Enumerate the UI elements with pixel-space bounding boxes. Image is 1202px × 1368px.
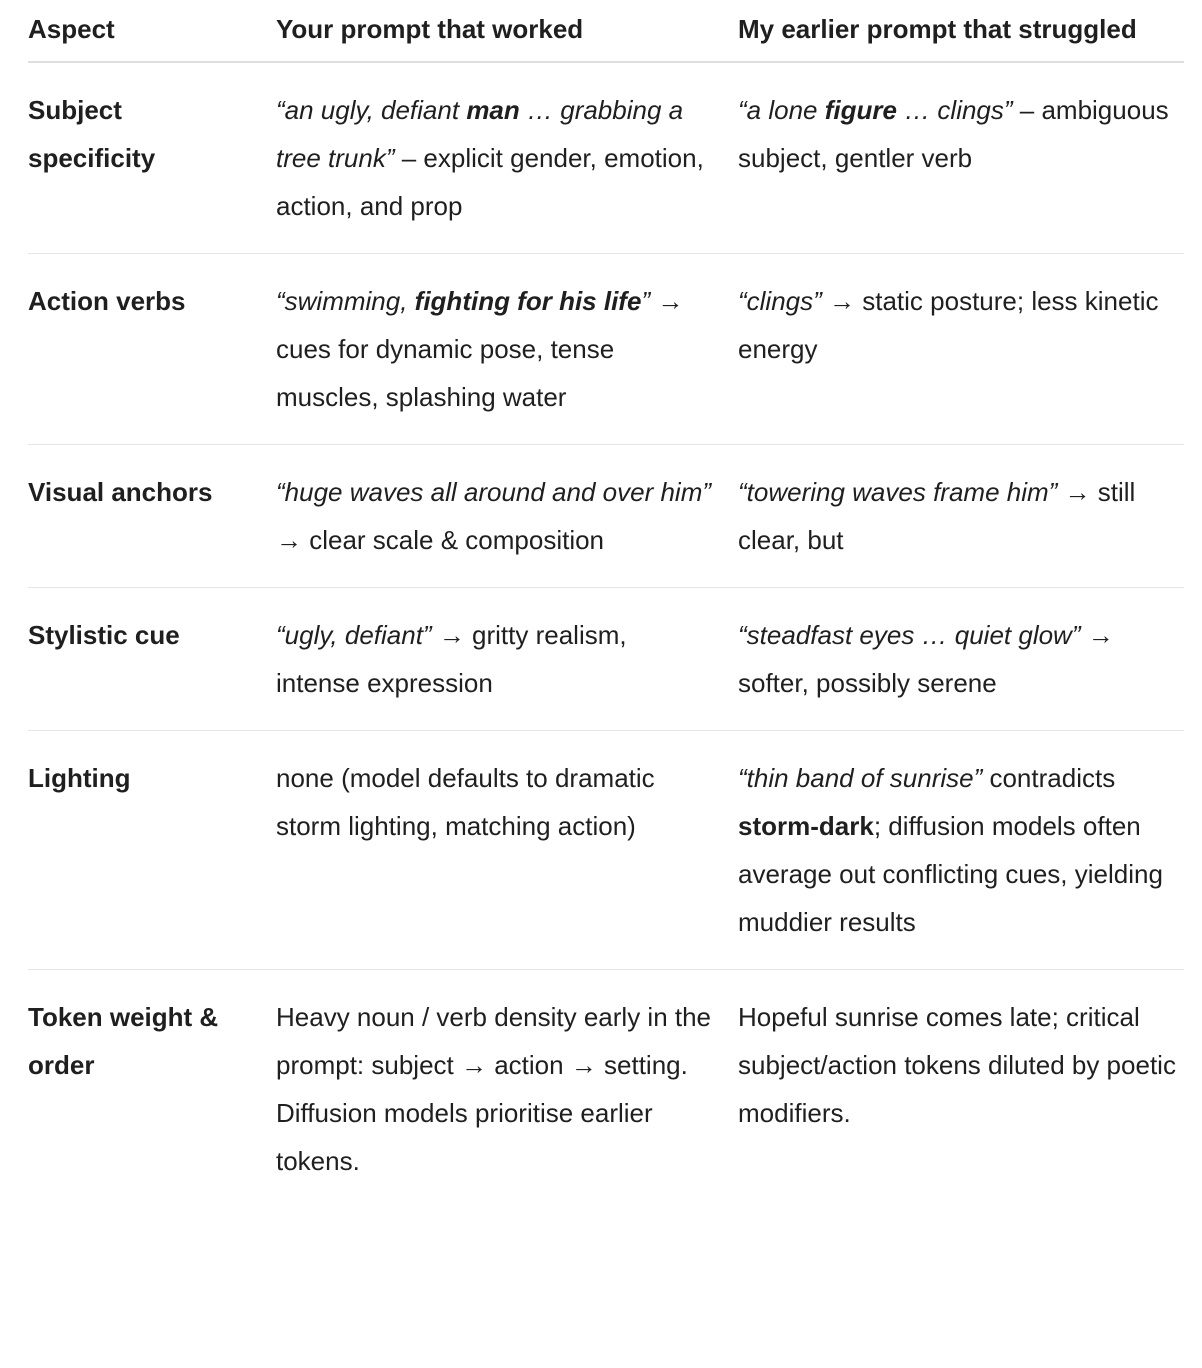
cell-text-run: … clings” (896, 95, 1013, 125)
aspect-cell: Token weight & order (28, 1002, 219, 1080)
cell-text-run: → cues for dynamic pose, tense muscles, splashing water (276, 286, 684, 412)
worked-cell (276, 63, 738, 253)
table-header-row (28, 0, 1184, 63)
header-struggled: My earlier prompt that struggled (738, 14, 1137, 44)
worked-cell (276, 254, 738, 444)
worked-cell (276, 588, 738, 730)
struggled-cell (738, 254, 1184, 444)
cell-text-run: → gritty realism, intense expression (276, 620, 627, 698)
worked-cell (276, 970, 738, 1208)
aspect-cell: Stylistic cue (28, 620, 180, 650)
cell-text-run: Heavy noun / verb density early in the prompt: subject → action → setting. Diffusion models prioritise earlier tokens. (276, 1002, 712, 1176)
cell-text-run: man (466, 95, 520, 125)
cell-text-run: “thin band of sunrise” (738, 763, 983, 793)
struggled-cell (738, 63, 1184, 253)
table-row (28, 445, 1184, 588)
cell-text-run: “steadfast eyes … quiet glow” (738, 620, 1081, 650)
aspect-cell: Subject specificity (28, 95, 156, 173)
aspect-cell: Lighting (28, 763, 131, 793)
table-body (28, 63, 1184, 1208)
table-row (28, 970, 1184, 1208)
struggled-cell (738, 588, 1184, 730)
cell-text-run: ; diffusion models often average out conflicting cues, yielding muddier results (738, 811, 1163, 937)
cell-text-run: “clings” (738, 286, 822, 316)
table-row (28, 731, 1184, 970)
cell-text-run: Hopeful sunrise comes late; critical subject/action tokens diluted by poetic modifiers. (738, 1002, 1176, 1128)
table-row (28, 588, 1184, 731)
cell-text-run: “ugly, defiant” (276, 620, 432, 650)
cell-text-run: figure (824, 95, 897, 125)
header-aspect: Aspect (28, 14, 115, 44)
header-worked: Your prompt that worked (276, 14, 584, 44)
cell-text-run: none (model defaults to dramatic storm lighting, matching action) (276, 763, 655, 841)
worked-cell (276, 445, 738, 587)
aspect-cell: Visual anchors (28, 477, 213, 507)
cell-text-run: storm-dark (738, 811, 874, 841)
cell-text-run: – explicit gender, emotion, action, and prop (276, 143, 704, 221)
struggled-cell (738, 445, 1184, 587)
cell-text-run: ” (641, 286, 651, 316)
cell-text-run: → clear scale & composition (276, 525, 605, 555)
cell-text-run: “an ugly, defiant (276, 95, 467, 125)
cell-text-run: fighting for his life (414, 286, 642, 316)
cell-text-run: “a lone (738, 95, 825, 125)
struggled-cell (738, 731, 1184, 969)
worked-cell (276, 731, 738, 969)
comparison-table (28, 0, 1184, 1208)
cell-text-run: → static posture; less kinetic energy (738, 286, 1159, 364)
cell-text-run: contradicts (982, 763, 1116, 793)
aspect-cell: Action verbs (28, 286, 186, 316)
cell-text-run: → softer, possibly serene (738, 620, 1114, 698)
cell-text-run: … grabbing a tree trunk” (276, 95, 684, 173)
cell-text-run: → still clear, but (738, 477, 1136, 555)
cell-text-run: – ambiguous subject, gentler verb (738, 95, 1169, 173)
cell-text-run: “swimming, (276, 286, 415, 316)
table-row (28, 63, 1184, 254)
table-row (28, 254, 1184, 445)
cell-text-run: “huge waves all around and over him” (276, 477, 712, 507)
struggled-cell (738, 970, 1184, 1208)
cell-text-run: “towering waves frame him” (738, 477, 1058, 507)
